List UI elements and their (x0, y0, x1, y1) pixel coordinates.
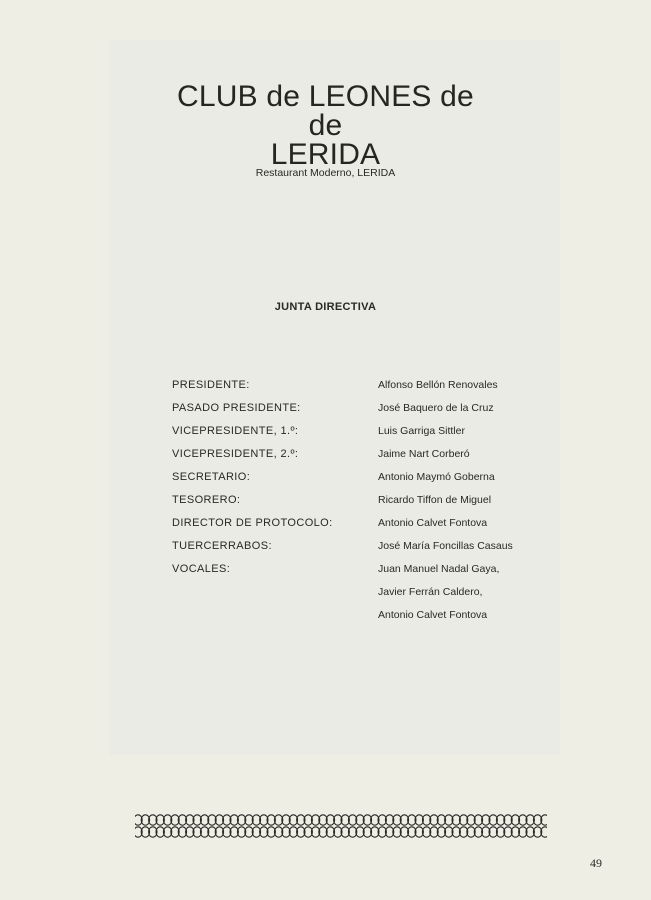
section-heading: JUNTA DIRECTIVA (274, 301, 377, 313)
club-address: Restaurant Moderno, LERIDA (255, 167, 396, 179)
roster-name: Luis Garriga Sittler (378, 425, 465, 437)
roster-role: DIRECTOR DE PROTOCOLO: (172, 517, 333, 529)
roster-role: VICEPRESIDENTE, 2.º: (172, 448, 299, 460)
roster-role: TESORERO: (172, 494, 241, 506)
title-line-3: LERIDA (270, 138, 381, 171)
title-line-2: de (308, 109, 343, 142)
roster-name: Ricardo Tiffon de Miguel (378, 494, 492, 506)
roster-name: Antonio Calvet Fontova (378, 609, 488, 621)
roster-role: VOCALES: (172, 563, 231, 575)
roster-name: Juan Manuel Nadal Gaya, (378, 563, 500, 575)
roster-role: TUERCERRABOS: (172, 540, 272, 552)
roster-name: Jaime Nart Corberó (378, 448, 470, 460)
roster-name: Javier Ferrán Caldero, (378, 586, 483, 598)
title-line-1: CLUB de LEONES de (177, 80, 474, 113)
loop-border-ornament-icon (135, 813, 547, 839)
page-number: 49 (590, 856, 602, 870)
roster-name: José María Foncillas Casaus (378, 540, 513, 552)
roster-name: Antonio Maymó Goberna (378, 471, 495, 483)
roster-name: Alfonso Bellón Renovales (378, 379, 498, 391)
roster-role: PRESIDENTE: (172, 379, 250, 391)
roster-role: PASADO PRESIDENTE: (172, 402, 301, 414)
roster-role: VICEPRESIDENTE, 1.º: (172, 425, 299, 437)
page-title (0, 82, 651, 169)
roster-name: Antonio Calvet Fontova (378, 517, 488, 529)
roster-name: José Baquero de la Cruz (378, 402, 494, 414)
roster-role: SECRETARIO: (172, 471, 251, 483)
